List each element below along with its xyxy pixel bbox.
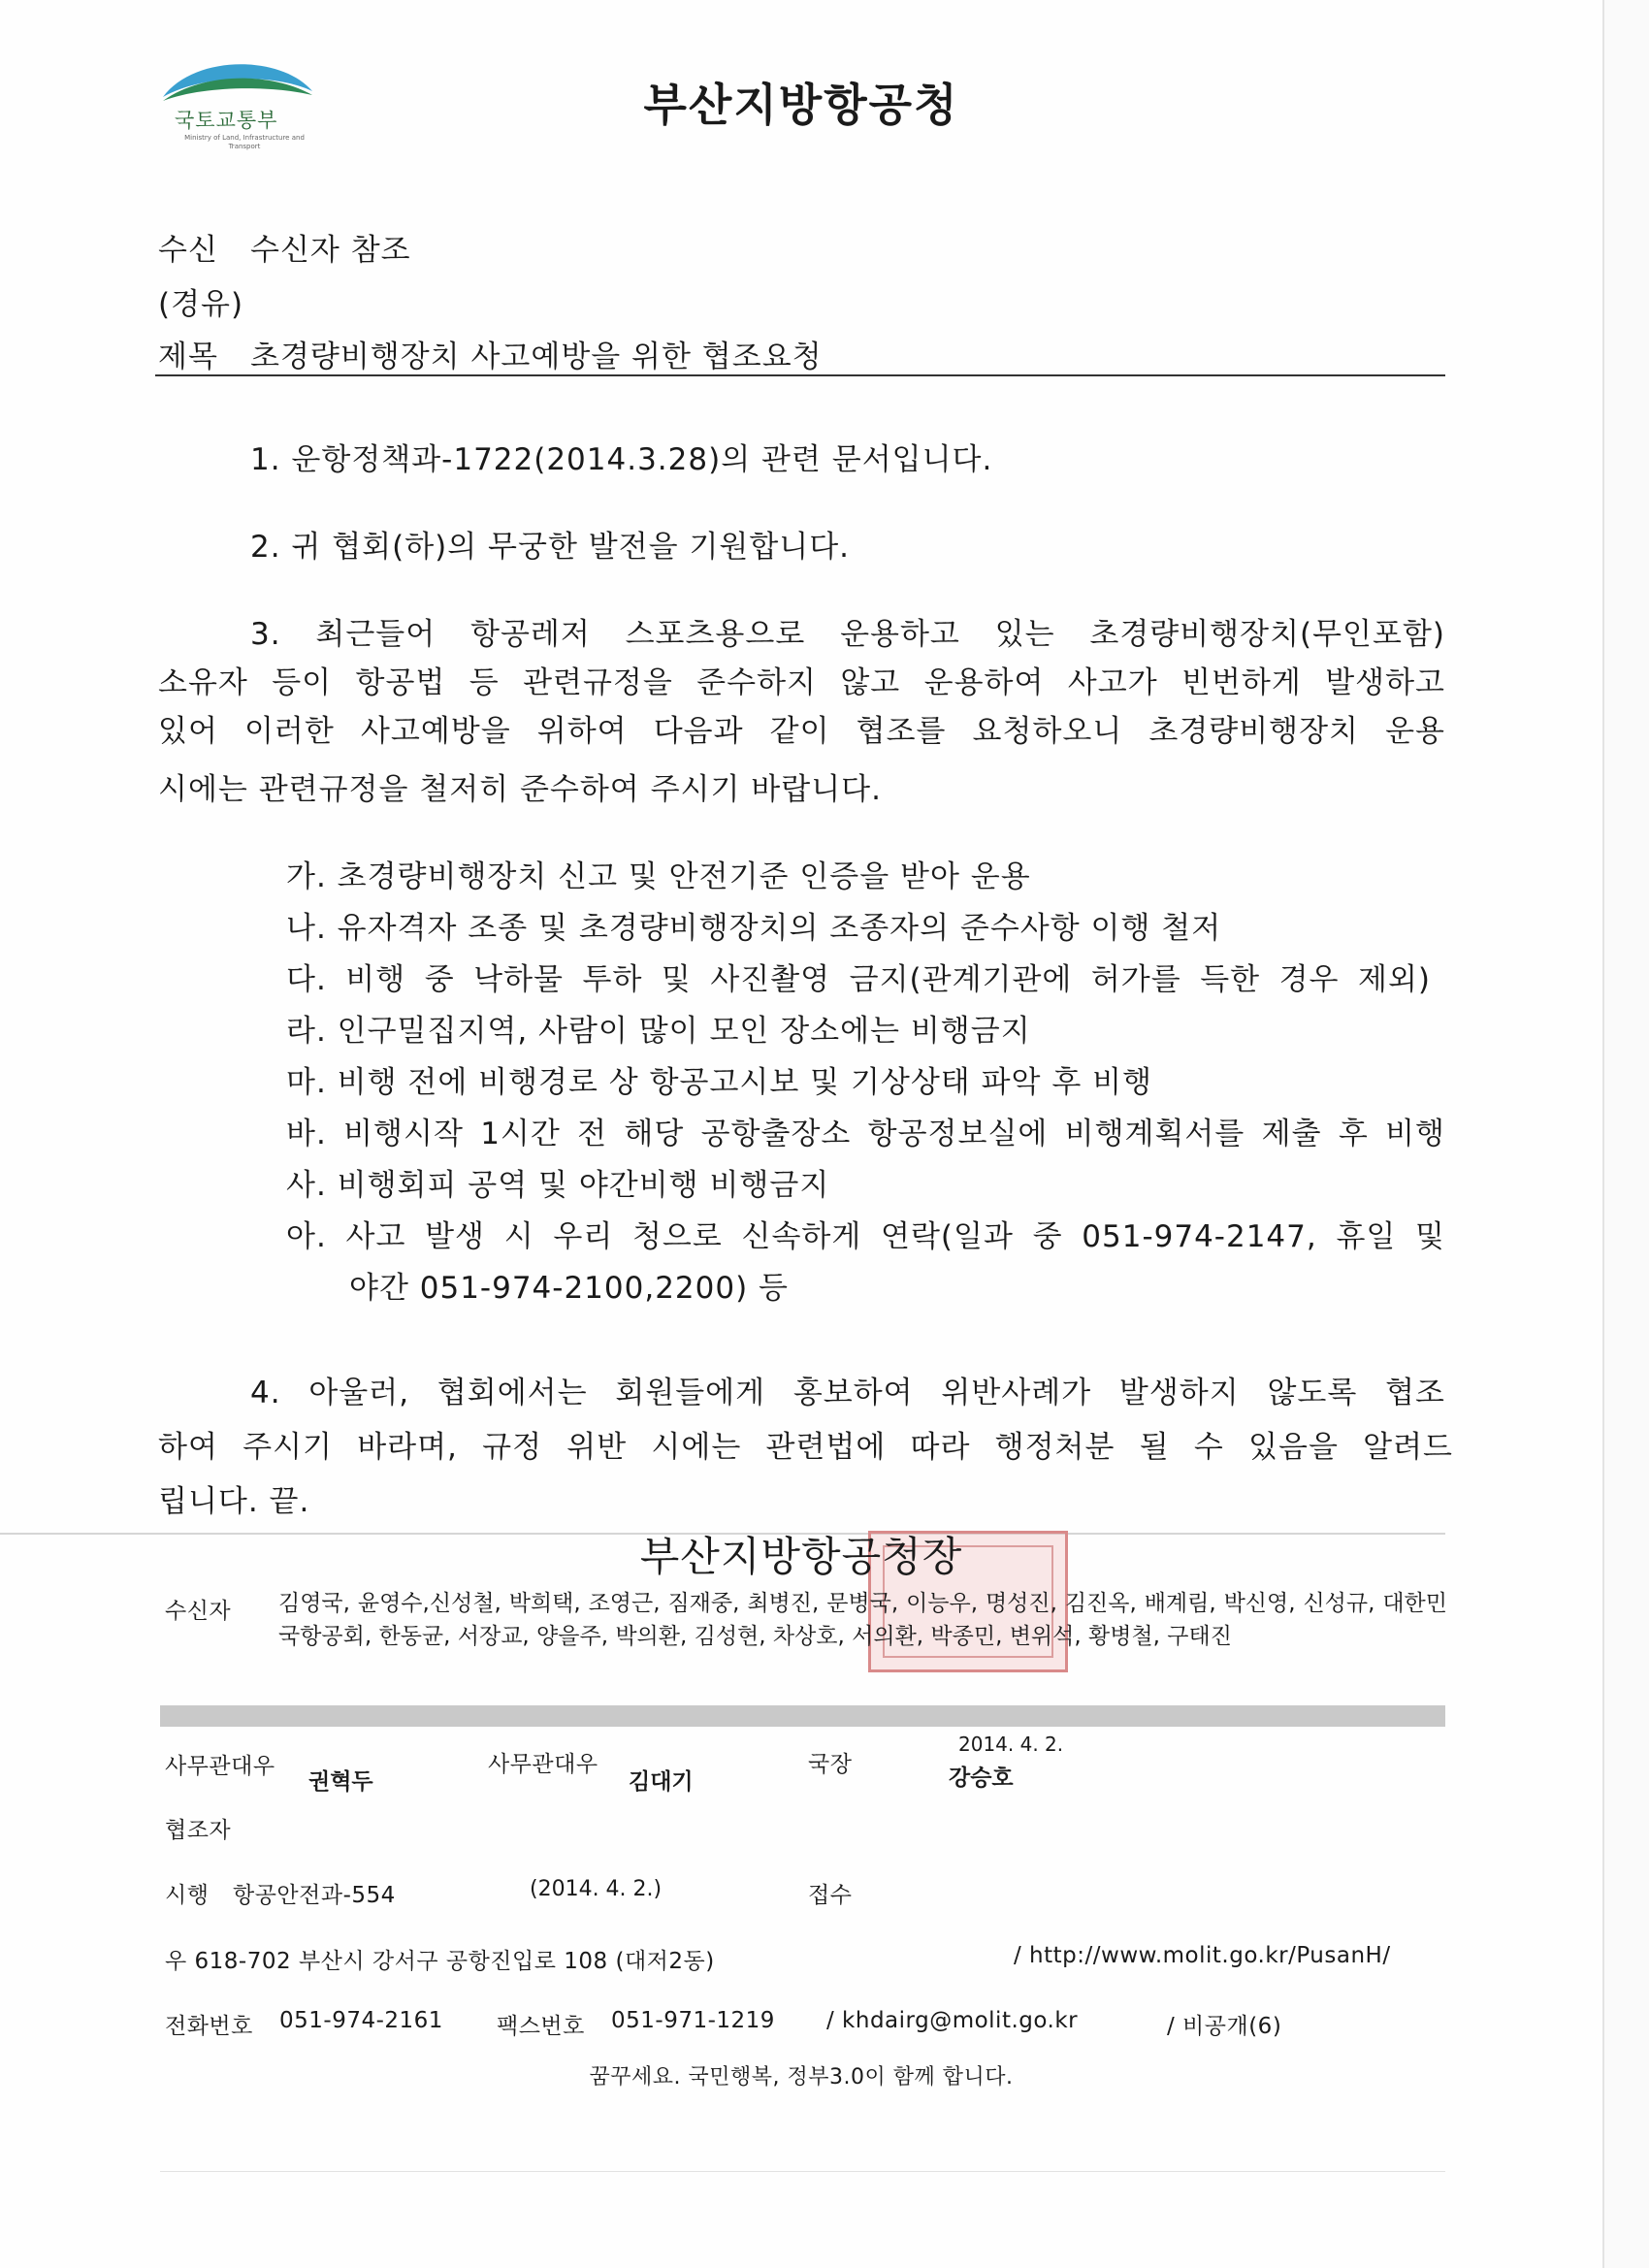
approver-1-role: 사무관대우 — [165, 1754, 275, 1779]
fax-label: 팩스번호 — [497, 2014, 585, 2039]
enforcement-label: 시행 — [165, 1883, 210, 1908]
paragraph-3-line-1: 3. 최근들어 항공레저 스포츠용으로 운용하고 있는 초경량비행장치(무인포함) — [250, 617, 1445, 652]
paragraph-4-line-1: 4. 아울러, 협회에서는 회원들에게 홍보하여 위반사례가 발생하지 않도록 협조 — [250, 1376, 1445, 1410]
website-url: / http://www.molit.go.kr/PusanH/ — [1014, 1943, 1391, 1968]
item-a: 아. 사고 발생 시 우리 청으로 신속하게 연락(일과 중 051-974-2147, 휴일 및 — [286, 1219, 1445, 1254]
header-divider — [155, 374, 1445, 376]
approver-2-role: 사무관대우 — [488, 1752, 598, 1777]
paragraph-3-line-3: 있어 이러한 사고예방을 위하여 다음과 같이 협조를 요청하오니 초경량비행장치 운용 — [158, 714, 1445, 749]
cooperator-label: 협조자 — [165, 1818, 232, 1843]
recipients-label: 수신자 — [165, 1599, 232, 1624]
item-ba: 바. 비행시작 1시간 전 해당 공항출장소 항공정보실에 비행계획서를 제출 후 비행 — [286, 1117, 1445, 1151]
recipients-list: 김영국, 윤영수,신성철, 박희택, 조영근, 짐재중, 최병진, 문병국, 이능우, 명성진, 김진옥, 배계림, 박신영, 신성규, 대한민국항공회, 한동균, 서장교, 양을주, 박의환, 김성현, 차상호, 서의환, 박종민, 변위석, 황병철, 구태진 — [278, 1591, 1447, 1649]
enforcement-number: 항공안전과-554 — [233, 1883, 396, 1908]
item-sa: 사. 비행회피 공역 및 야간비행 비행금지 — [286, 1168, 830, 1203]
subject-label: 제목 — [158, 340, 218, 374]
receipt-label: 접수 — [808, 1883, 853, 1908]
sender-title: 부산지방항공청장 — [639, 1533, 963, 1580]
recipient-label: 수신 — [158, 233, 218, 268]
subject-value: 초경량비행장치 사고예방을 위한 협조요청 — [250, 340, 823, 374]
bottom-rule — [160, 2171, 1445, 2172]
approval-divider-bar — [160, 1705, 1445, 1727]
disclosure-status: / 비공개(6) — [1167, 2014, 1282, 2039]
item-da: 다. 비행 중 낙하물 투하 및 사진촬영 금지(관계기관에 허가를 득한 경우 제외) — [286, 962, 1431, 997]
approver-2-name: 김대기 — [629, 1769, 694, 1795]
item-ma: 마. 비행 전에 비행경로 상 항공고시보 및 기상상태 파악 후 비행 — [286, 1065, 1153, 1100]
paragraph-4-line-3: 립니다. 끝. — [158, 1484, 310, 1519]
via-line: (경유) — [158, 287, 244, 322]
recipient-value: 수신자 참조 — [250, 233, 411, 268]
logo-english-text: Ministry of Land, Infrastructure and Transport — [184, 134, 305, 150]
item-na: 나. 유자격자 조종 및 초경량비행장치의 조종자의 준수사항 이행 철저 — [286, 911, 1222, 946]
phone-number: 051-974-2161 — [279, 2008, 443, 2033]
paragraph-3-line-2: 소유자 등이 항공법 등 관련규정을 준수하지 않고 운용하여 사고가 빈번하게 발생하고 — [158, 665, 1445, 700]
paragraph-1: 1. 운항정책과-1722(2014.3.28)의 관련 문서입니다. — [250, 442, 993, 477]
enforcement-date: (2014. 4. 2.) — [530, 1877, 663, 1901]
paragraph-4-line-2: 하여 주시기 바라며, 규정 위반 시에는 관련법에 따라 행정처분 될 수 있음을 알려드 — [158, 1430, 1453, 1465]
organization-title: 부산지방항공청 — [643, 79, 959, 131]
approval-date: 2014. 4. 2. — [958, 1733, 1064, 1756]
item-a-continued: 야간 051-974-2100,2200) 등 — [349, 1271, 789, 1306]
approver-3-role: 국장 — [808, 1752, 853, 1777]
item-ga: 가. 초경량비행장치 신고 및 안전기준 인증을 받아 운용 — [286, 859, 1031, 894]
approver-1-name: 권혁두 — [308, 1769, 373, 1795]
phone-label: 전화번호 — [165, 2014, 253, 2039]
government-slogan: 꿈꾸세요. 국민행복, 정부3.0이 함께 합니다. — [589, 2065, 1014, 2090]
paragraph-3-line-4: 시에는 관련규정을 철저히 준수하여 주시기 바랍니다. — [158, 772, 882, 807]
fax-number: 051-971-1219 — [611, 2008, 775, 2033]
logo-korean-text: 국토교통부 — [175, 109, 278, 132]
approver-3-name: 강승호 — [949, 1766, 1014, 1791]
email-address: / khdairg@molit.go.kr — [826, 2008, 1079, 2033]
paragraph-2: 2. 귀 협회(하)의 무궁한 발전을 기원합니다. — [250, 530, 851, 565]
postal-address: 우 618-702 부산시 강서구 공항진입로 108 (대저2동) — [165, 1949, 715, 1974]
item-ra: 라. 인구밀집지역, 사람이 많이 모인 장소에는 비행금지 — [286, 1014, 1031, 1049]
